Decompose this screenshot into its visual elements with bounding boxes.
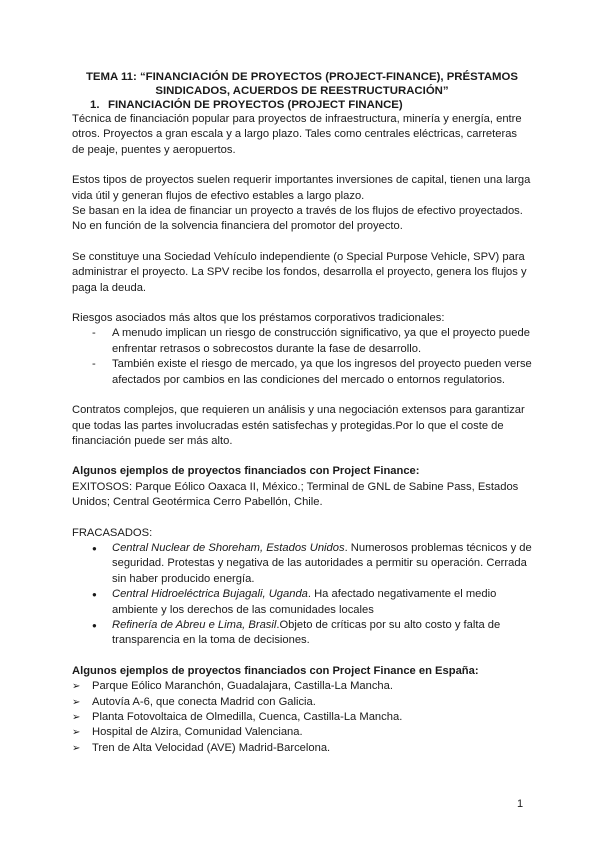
project-name: Central Nuclear de Shoreham, Estados Unidos <box>112 541 345 554</box>
project-text: .Objeto de críticas por su alto costo y falta de transparencia en la toma de decisiones. <box>112 618 501 647</box>
examples-exitosos: EXITOSOS: Parque Eólico Oaxaca II, México.; Terminal de GNL de Sabine Pass, Estados Unidos; Central Geotérmica Cerro Pabellón, Chile. <box>72 480 519 509</box>
list-item: - También existe el riesgo de mercado, ya que los ingresos del proyecto pueden verse afectados por cambios en las condiciones del mercado o entornos regulatorios. <box>92 357 532 388</box>
list-item <box>92 587 532 618</box>
examples-heading: Algunos ejemplos de proyectos financiados con Project Finance: <box>72 465 420 478</box>
page-title: TEMA 11: “FINANCIACIÓN DE PROYECTOS (PROJECT-FINANCE), PRÉSTAMOS SINDICADOS, ACUERDOS DE REESTRUCTURACIÓN” <box>85 71 519 97</box>
spain-heading: Algunos ejemplos de proyectos financiados con Project Finance en España: <box>72 664 479 677</box>
page-number: 1 <box>517 798 524 810</box>
paragraph-solvency: No en función de la solvencia financiera del promotor del proyecto. <box>72 220 403 233</box>
section-heading <box>90 98 532 112</box>
project-text: . Numerosos problemas técnicos y de seguridad. Protestas y negativa de las autoridades a permitir su operación. Cerrada sin haber producido energía. <box>112 541 532 585</box>
list-item: - A menudo implican un riesgo de construcción significativo, ya que el proyecto puede enfrentar retrasos o sobrecostos durante la fase de desarrollo. <box>92 326 532 357</box>
project-name: Central Hidroeléctrica Bujagali, Uganda <box>112 588 308 601</box>
list-item <box>92 618 532 649</box>
paragraph-spv: Se constituye una Sociedad Vehículo independiente (o Special Purpose Vehicle, SPV) para administrar el proyecto. La SPV recibe los fondos, desarrolla el proyecto, genera los flujos y paga la deuda. <box>72 250 527 294</box>
project-name: Refinería de Abreu e Lima, Brasil <box>112 618 277 631</box>
project-text: . Ha afectado negativamente el medio ambiente y los derechos de las comunidades locales <box>112 588 497 616</box>
risks-list <box>72 326 532 388</box>
paragraph-cashflows: Se basan en la idea de financiar un proyecto a través de los flujos de efectivo proyectados. <box>72 205 523 218</box>
paragraph-risks-intro: Riesgos asociados más altos que los préstamos corporativos tradicionales: <box>72 312 445 325</box>
examples-fracasados-label: FRACASADOS: <box>72 526 153 539</box>
list-item <box>92 541 532 587</box>
spain-list <box>72 679 532 756</box>
list-item: ➢ Tren de Alta Velocidad (AVE) Madrid-Barcelona. <box>72 741 532 756</box>
list-item: ➢ Planta Fotovoltaica de Olmedilla, Cuenca, Castilla-La Mancha. <box>72 710 532 725</box>
list-item: ➢ Autovía A-6, que conecta Madrid con Galicia. <box>72 695 532 710</box>
fracasados-list <box>72 541 532 649</box>
list-item: ➢ Hospital de Alzira, Comunidad Valenciana. <box>72 725 532 740</box>
section-number: 1. <box>90 99 100 111</box>
paragraph-intro: Técnica de financiación popular para proyectos de infraestructura, minería y energía, entre otros. Proyectos a gran escala y a largo plazo. Tales como centrales eléctricas, carreteras de peaje, puentes y aeropuertos. <box>72 113 522 156</box>
paragraph-contracts: Contratos complejos, que requieren un análisis y una negociación extensos para garantizar que todas las partes involucradas estén satisfechas y protegidas.Por lo que el coste de financiación puede ser más alto. <box>72 404 525 447</box>
section-heading-text: FINANCIACIÓN DE PROYECTOS (PROJECT FINANCE) <box>108 99 403 111</box>
paragraph-capital: Estos tipos de proyectos suelen requerir importantes inversiones de capital, tienen una larga vida útil y generan flujos de efectivo estables a largo plazo. <box>72 174 531 202</box>
list-item: ➢ Parque Eólico Maranchón, Guadalajara, Castilla-La Mancha. <box>72 679 532 694</box>
document-content <box>72 70 532 756</box>
